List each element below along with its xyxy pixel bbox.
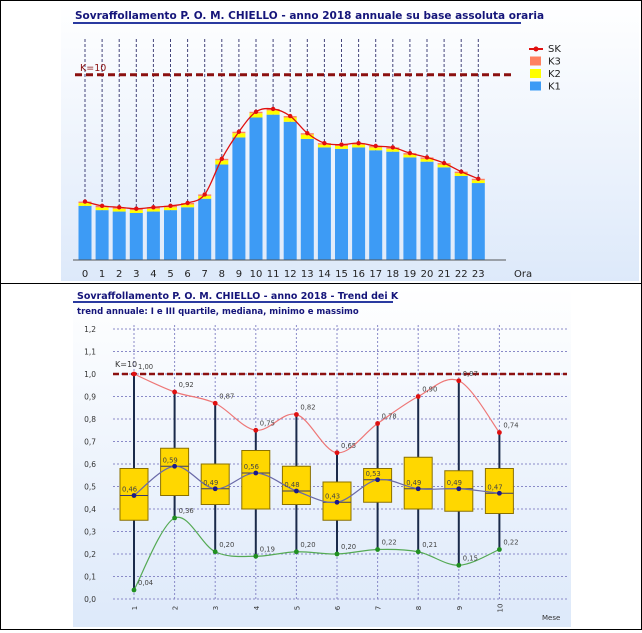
sk-point: [322, 141, 326, 145]
panel-divider: [0, 283, 642, 284]
x-tick-label: 3: [212, 605, 221, 611]
x-tick-label: 7: [201, 269, 208, 280]
median-value-label: 0,49: [203, 478, 219, 487]
bar-k1: [79, 206, 92, 260]
x-tick-label: 4: [150, 269, 157, 280]
max-point: [132, 372, 137, 377]
x-tick-label: 18: [386, 269, 400, 280]
max-value-label: 0,74: [503, 421, 519, 430]
median-value-label: 0,46: [122, 485, 138, 494]
sk-point: [476, 177, 480, 181]
min-value-label: 0,21: [422, 540, 438, 549]
sk-point: [83, 199, 87, 203]
x-tick-label: 17: [369, 269, 383, 280]
x-tick-label: 4: [252, 605, 261, 611]
sk-point: [391, 145, 395, 149]
bar-k1: [386, 152, 399, 260]
min-point: [253, 554, 258, 559]
x-tick-label: 12: [283, 269, 297, 280]
median-point: [456, 486, 461, 491]
y-tick-label: 0,6: [84, 460, 96, 469]
x-tick-label: 10: [249, 269, 263, 280]
median-value-label: 0,47: [487, 483, 503, 492]
x-tick-label: 1: [131, 605, 139, 611]
max-value-label: 0,87: [219, 392, 235, 401]
sk-point: [459, 169, 463, 173]
bar-k1: [438, 167, 451, 260]
y-tick-label: 1,2: [84, 325, 96, 334]
min-point: [416, 549, 421, 554]
min-value-label: 0,20: [219, 540, 235, 549]
y-tick-label: 1,0: [84, 370, 96, 379]
min-point: [497, 547, 502, 552]
x-axis-label: Mese: [542, 614, 561, 622]
x-tick-label: 8: [415, 605, 424, 611]
legend-swatch-k3: [530, 57, 541, 66]
min-point: [335, 552, 340, 557]
bar-k1: [113, 212, 126, 260]
bar-k1: [352, 147, 365, 260]
hourly-chart-panel: [1, 1, 641, 283]
sk-point: [254, 110, 258, 114]
max-point: [213, 401, 218, 406]
min-point: [213, 549, 218, 554]
sk-point: [271, 107, 275, 111]
x-tick-label: 7: [374, 605, 383, 611]
max-point: [375, 421, 380, 426]
median-point: [253, 471, 258, 476]
x-tick-label: 3: [133, 269, 140, 280]
x-tick-label: 23: [471, 269, 485, 280]
legend-swatch-k1: [530, 82, 541, 91]
max-value-label: 0,97: [462, 369, 478, 378]
sk-point: [134, 207, 138, 211]
sk-point: [288, 114, 292, 118]
sk-point: [408, 151, 412, 155]
bar-k1: [267, 115, 280, 260]
sk-point: [305, 131, 309, 135]
bar-k1: [301, 139, 314, 260]
x-tick-label: 22: [454, 269, 468, 280]
threshold-label: K=10: [80, 62, 107, 74]
bar-k1: [421, 162, 434, 260]
median-value-label: 0,59: [162, 456, 178, 465]
median-point: [294, 489, 299, 494]
legend-swatch-sk-marker: [534, 47, 539, 52]
sk-point: [100, 204, 104, 208]
y-tick-label: 0,2: [84, 550, 96, 559]
bar-k1: [181, 207, 194, 260]
bar-k1: [215, 165, 228, 260]
x-tick-label: 13: [300, 269, 314, 280]
sk-point: [151, 205, 155, 209]
threshold-label: K=10: [115, 360, 138, 369]
sk-point: [356, 141, 360, 145]
x-tick-label: 5: [167, 269, 174, 280]
bar-k1: [96, 210, 109, 260]
bar-k1: [318, 147, 331, 260]
max-point: [416, 394, 421, 399]
median-point: [213, 486, 218, 491]
bar-k1: [198, 199, 211, 260]
y-tick-label: 0,5: [84, 482, 96, 492]
min-point: [132, 588, 137, 593]
median-value-label: 0,49: [446, 478, 462, 487]
legend-swatch-k2: [530, 69, 541, 78]
x-tick-label: 21: [437, 269, 451, 280]
legend-label-sk: SK: [548, 44, 561, 55]
x-tick-label: 2: [116, 269, 123, 280]
sk-point: [339, 142, 343, 146]
bar-k1: [164, 210, 177, 260]
x-axis-label: Ora: [514, 269, 533, 280]
min-point: [375, 547, 380, 552]
median-point: [132, 493, 137, 498]
bar-k1: [147, 212, 160, 260]
sk-point: [117, 205, 121, 209]
bar-k1: [455, 176, 468, 260]
sk-point: [237, 130, 241, 134]
median-point: [172, 464, 177, 469]
max-point: [253, 428, 258, 433]
max-value-label: 0,78: [381, 412, 397, 421]
y-tick-label: 1,1: [84, 347, 96, 357]
x-tick-label: 0: [81, 269, 89, 280]
bar-k1: [250, 118, 263, 261]
max-value-label: 0,75: [259, 419, 275, 428]
min-value-label: 0,22: [503, 538, 519, 547]
x-tick-label: 15: [335, 269, 348, 280]
max-value-label: 0,92: [178, 381, 194, 389]
min-point: [294, 549, 299, 554]
legend-label-k2: K2: [548, 69, 561, 80]
y-tick-label: 0,8: [84, 415, 96, 424]
bar-k1: [369, 150, 382, 260]
median-value-label: 0,43: [325, 492, 341, 501]
median-value-label: 0,48: [284, 481, 300, 489]
median-point: [497, 491, 502, 496]
x-tick-label: 1: [98, 269, 106, 280]
x-tick-label: 16: [352, 269, 365, 280]
min-value-label: 0,15: [462, 554, 478, 563]
x-tick-label: 5: [293, 605, 302, 611]
sk-point: [220, 157, 224, 161]
max-value-label: 0,65: [341, 441, 357, 450]
min-value-label: 0,20: [341, 543, 357, 551]
monthly-box-chart: [1, 285, 641, 629]
median-point: [375, 477, 380, 482]
x-tick-label: 20: [420, 269, 434, 280]
x-tick-label: 9: [235, 269, 243, 280]
y-tick-label: 0,7: [84, 437, 96, 447]
x-tick-label: 10: [496, 603, 505, 613]
max-point: [456, 378, 461, 383]
median-point: [335, 500, 340, 505]
min-point: [456, 563, 461, 568]
min-value-label: 0,22: [381, 538, 397, 547]
hourly-chart: [1, 1, 641, 283]
bar-k1: [284, 122, 297, 260]
median-value-label: 0,49: [406, 478, 422, 487]
monthly-chart-panel: [1, 285, 641, 629]
y-tick-label: 0,1: [84, 572, 96, 582]
sk-point: [442, 161, 446, 165]
min-value-label: 0,04: [138, 579, 154, 587]
bar-k1: [472, 183, 485, 260]
sk-point: [425, 155, 429, 159]
chart-subtitle: trend annuale: I e III quartile, mediana, minimo e massimo: [77, 307, 359, 317]
x-tick-label: 8: [218, 269, 225, 280]
x-tick-label: 9: [455, 605, 464, 611]
bar-k1: [232, 137, 245, 260]
chart-title: Sovraffollamento P. O. M. CHIELLO - anno 2018 annuale su base assoluta oraria: [75, 10, 545, 22]
x-tick-label: 11: [266, 269, 280, 280]
max-point: [172, 390, 177, 395]
max-value-label: 0,90: [422, 385, 438, 394]
median-point: [416, 486, 421, 491]
sk-point: [185, 201, 189, 205]
median-value-label: 0,53: [365, 469, 381, 478]
legend-label-k3: K3: [548, 56, 561, 68]
max-point: [335, 450, 340, 455]
sk-point: [374, 144, 378, 148]
sk-point: [168, 204, 172, 208]
y-tick-label: 0,0: [84, 595, 96, 604]
bar-k1: [403, 157, 416, 260]
bar-k1: [130, 213, 143, 260]
chart-title: Sovraffollamento P. O. M. CHIELLO - anno 2018 - Trend dei K: [77, 291, 399, 302]
y-tick-label: 0,9: [84, 392, 96, 402]
max-point: [294, 412, 299, 417]
max-value-label: 1,00: [138, 363, 154, 371]
box-iqr: [242, 451, 270, 510]
x-tick-label: 2: [171, 605, 180, 611]
min-point: [172, 516, 177, 521]
x-tick-label: 6: [334, 605, 342, 611]
max-point: [497, 430, 502, 435]
max-value-label: 0,82: [300, 403, 316, 412]
min-value-label: 0,36: [178, 507, 194, 515]
median-value-label: 0,56: [243, 463, 259, 471]
sk-point: [203, 192, 207, 196]
bar-k1: [335, 149, 348, 260]
y-tick-label: 0,4: [84, 505, 96, 514]
min-value-label: 0,20: [300, 540, 316, 549]
legend-label-k1: K1: [548, 81, 561, 93]
x-tick-label: 6: [184, 269, 191, 280]
x-tick-label: 14: [318, 269, 331, 280]
x-tick-label: 19: [403, 269, 417, 280]
y-tick-label: 0,3: [84, 527, 96, 537]
min-value-label: 0,19: [259, 545, 275, 554]
